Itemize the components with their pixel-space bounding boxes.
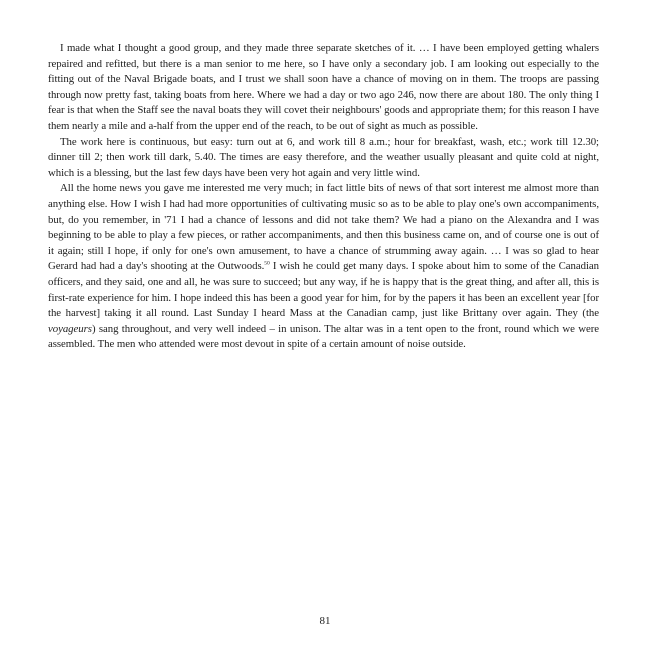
paragraph-3-text-c: ) sang throughout, and very well indeed – in unison. The altar was in a tent open to the front, round which we were assembled. The men who attended were most devout in spite of a certain amount of noise outside. [48,322,599,351]
paragraph-3-text-b: I wish he could get many days. I spoke about him to some of the Canadian officers, and they said, one and all, he was sure to succeed; but any way, if he is happy that is the great thing, and after all, this is first-rate experience for him. I hope indeed this has been a good year for him, for by the papers it has been an excellent year [for the harvest] taking it all round. Last Sunday I heard Mass at the Canadian camp, just like Brittany over again. They (the [48,260,600,320]
paragraph-3 [48,181,599,353]
paragraph-2: The work here is continuous, but easy: turn out at 6, and work till 8 a.m.; hour for breakfast, wash, etc.; work till 12.30; dinner till 2; then work till dark, 5.40. The times are easy therefore, and the weather usually pleasant and quite cold at night, which is a blessing, but the last few days have been very hot again and very little wind. [48,135,599,179]
page-body [48,41,599,353]
paragraph-3-text-a: All the home news you gave me interested me very much; in fact little bits of news of that sort interest me almost more than anything else. How I wish I had had more opportunities of cultivating music so as to be able to play one's own accompaniments, but, do you remember, in '71 I had a chance of lessons and did not take them? We had a piano on the Alexandra and I was beginning to be able to play a few pieces, or rather accompaniments, and then this business came on, and of course one is out of it again; still I hope, if only for one's own amusement, to have a chance of strumming away again. … I was so glad to hear Gerard had had a day's shooting at the Outwoods. [48,182,599,273]
footnote-marker: 50 [264,260,270,267]
italic-term: voyageurs [48,322,92,335]
page-number: 81 [319,615,331,627]
paragraph-1: I made what I thought a good group, and they made three separate sketches of it. … I have been employed getting whalers repaired and refitted, but there is a man senior to me here, so I have only a secondary job. I am looking out especially to the fitting out of the Naval Brigade boats, and I trust we shall soon have a chance of moving on in them. The troops are passing through now pretty fast, taking boats from here. Where we had a day or two ago 246, now there are about 180. The only thing I fear is that when the Staff see the naval boats they will covet their neighbours' goods and appropriate them; for this reason I have them nearly a mile and a-half from the upper end of the reach, to be out of sight as much as possible. [48,42,599,132]
